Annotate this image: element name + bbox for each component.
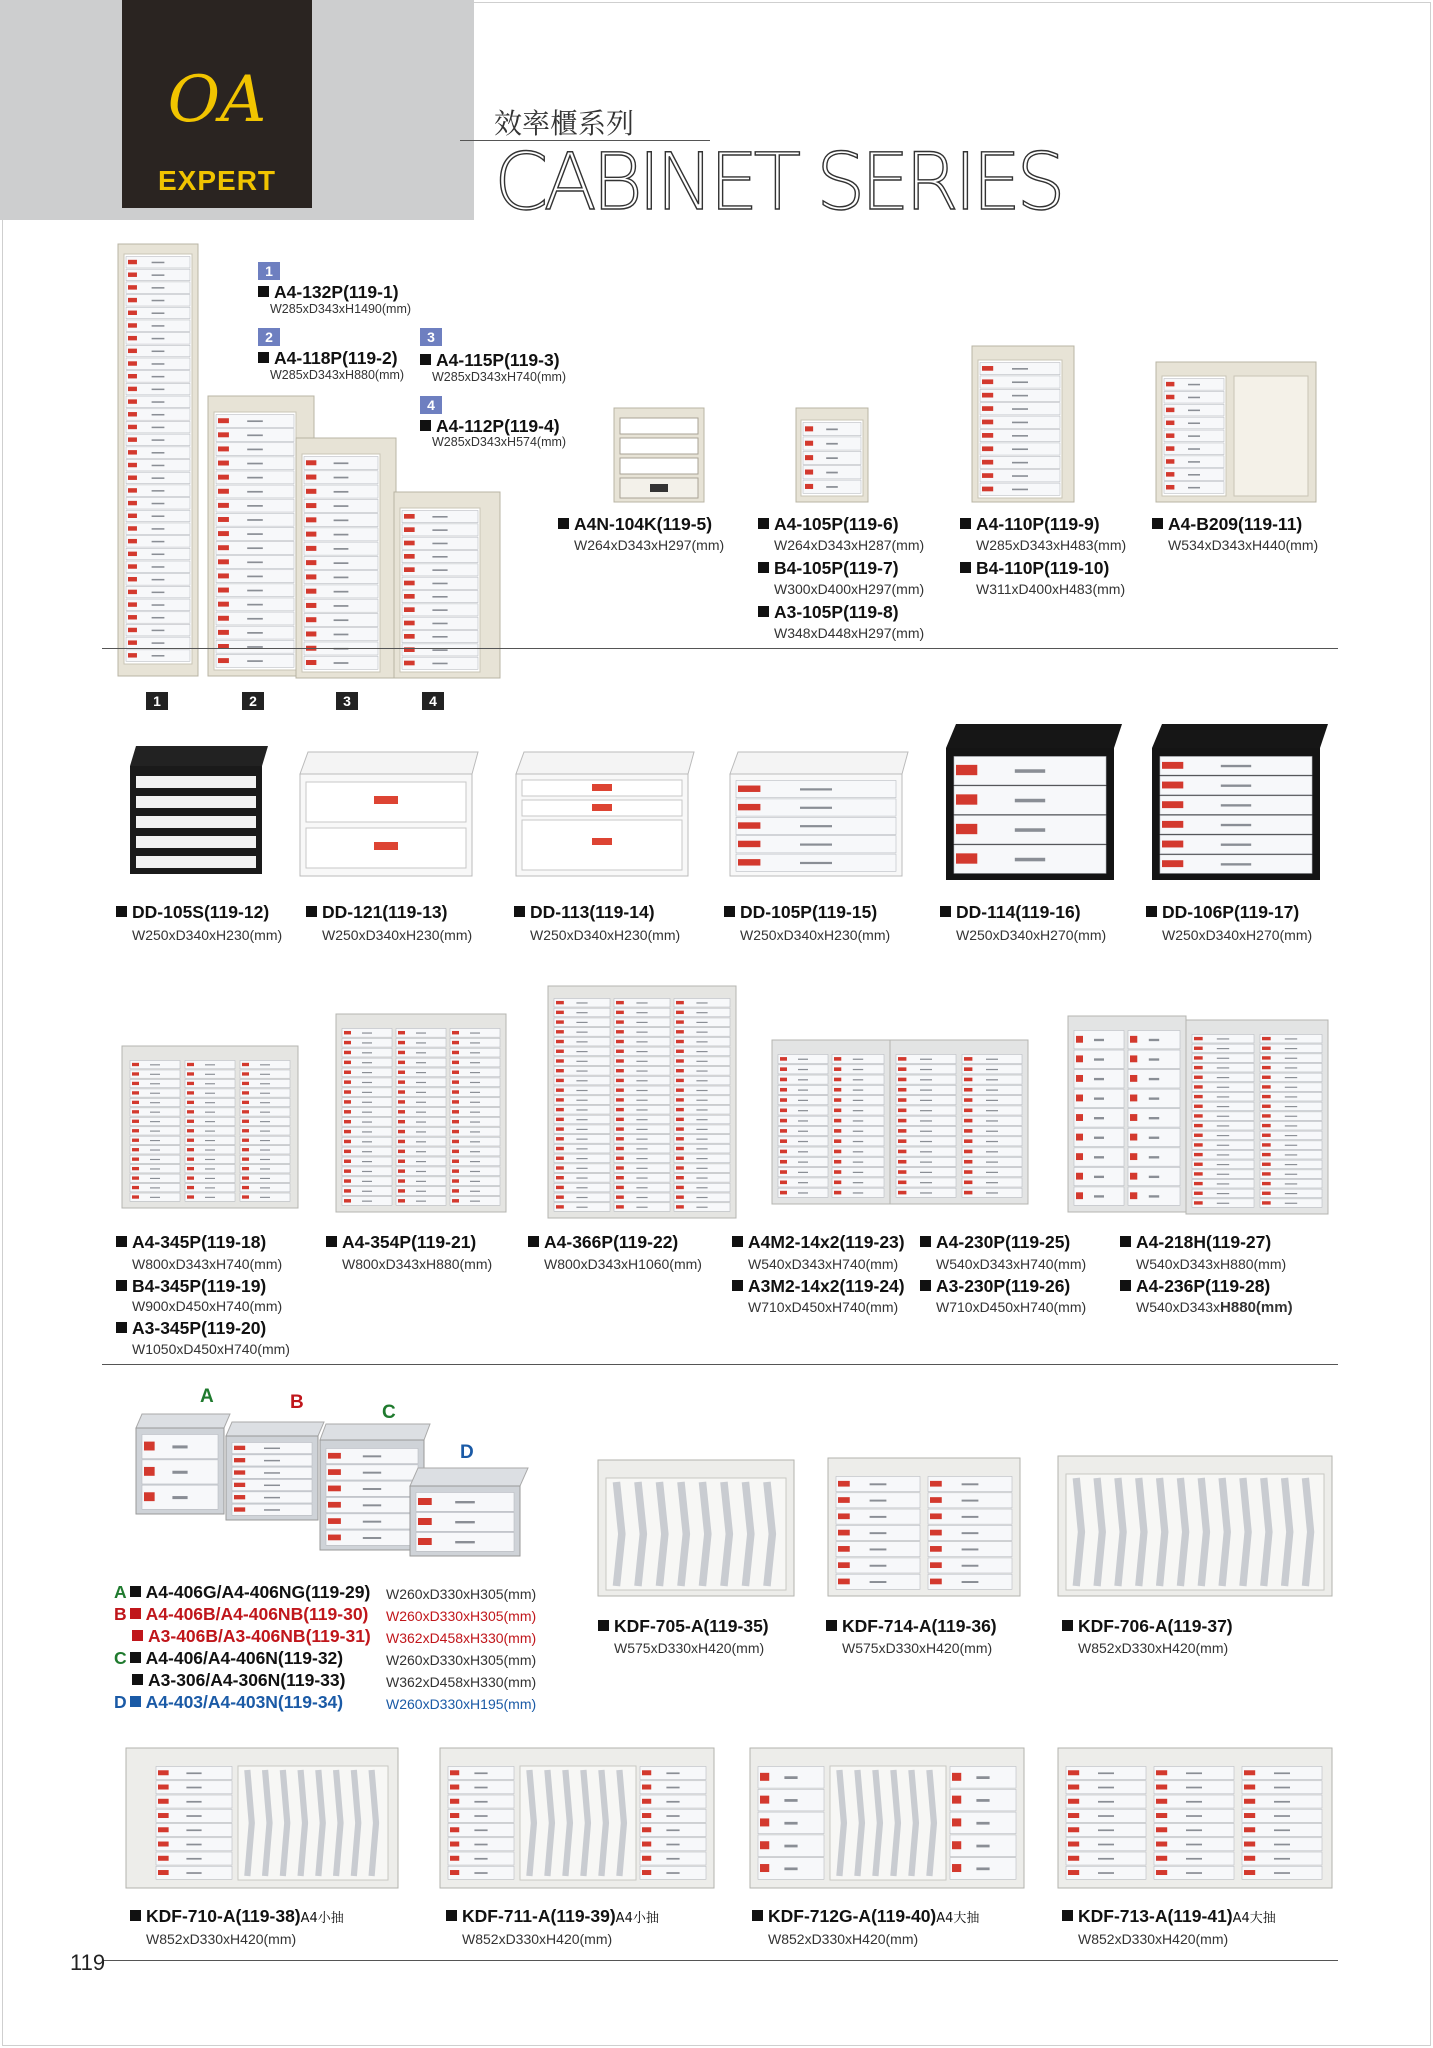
- model-a4-110p: [960, 516, 1100, 534]
- page-number: 119: [70, 1950, 106, 1975]
- letter-a: A: [200, 1386, 214, 1407]
- model-a4-112p-text: A4-112P(119-4): [436, 416, 560, 436]
- model-a4-132p: [258, 284, 399, 302]
- model-a4-118p-text: A4-118P(119-2): [274, 348, 398, 368]
- unit-dd-113-image: [512, 752, 694, 878]
- model-b4-345p: [116, 1278, 266, 1296]
- series-title-cn: 效率櫃系列: [494, 107, 635, 140]
- model-dd-113-text: DD-113(119-14): [530, 902, 655, 922]
- model-a4-354p: [326, 1234, 476, 1252]
- model-b4-110p-text: B4-110P(119-10): [976, 558, 1110, 578]
- dim-a3-105p: W348xD448xH297(mm): [774, 625, 925, 641]
- model-a4-406b-text: A4-406B/A4-406NB(119-30): [145, 1604, 369, 1624]
- model-a4-345p: [116, 1234, 266, 1252]
- model-a4-403-text: A4-403/A4-403N(119-34): [145, 1692, 344, 1712]
- model-a4-406g-text: A4-406G/A4-406NG(119-29): [145, 1582, 371, 1602]
- note-kdf-710-a: A4小抽: [300, 1911, 344, 1926]
- dim-b4-345p: W900xD450xH740(mm): [132, 1298, 283, 1314]
- dim-a3-345p: W1050xD450xH740(mm): [132, 1341, 290, 1357]
- dim-a4-110p: W285xD343xH483(mm): [976, 537, 1127, 553]
- bullet-square: [116, 1322, 127, 1333]
- organizer-kdf-714-a-image: [828, 1458, 1022, 1598]
- dim-a3-406b: W362xD458xH330(mm): [386, 1630, 537, 1646]
- model-dd-114-text: DD-114(119-16): [956, 902, 1081, 922]
- dim-kdf-706-a: W852xD330xH420(mm): [1078, 1640, 1229, 1656]
- bullet-square: [528, 1236, 539, 1247]
- dim-a4-218h: W540xD343xH880(mm): [1136, 1256, 1287, 1272]
- model-kdf-705-a: [598, 1618, 769, 1636]
- model-a4-218h-text: A4-218H(119-27): [1136, 1232, 1272, 1252]
- bullet-square: [116, 1236, 127, 1247]
- note-kdf-712g-a: A4大抽: [936, 1911, 980, 1926]
- cabinet-a4-115p-image: [296, 438, 398, 680]
- tag-2: 2: [258, 328, 280, 346]
- organizer-kdf-711-a-image: [440, 1748, 716, 1890]
- model-kdf-706-a: [1062, 1618, 1233, 1636]
- letter-c: C: [382, 1402, 396, 1423]
- unit-a4-406g-image: [134, 1414, 230, 1516]
- dim-kdf-705-a: W575xD330xH420(mm): [614, 1640, 765, 1656]
- legend-letter-a: A: [114, 1582, 127, 1602]
- model-kdf-706-a-text: KDF-706-A(119-37): [1078, 1616, 1233, 1636]
- model-dd-121-text: DD-121(119-13): [322, 902, 448, 922]
- bullet-square: [130, 1586, 141, 1597]
- bullet-square: [1062, 1620, 1073, 1631]
- dim-a4-406g: W260xD330xH305(mm): [386, 1586, 537, 1602]
- dim-a4-236p: [1136, 1300, 1293, 1315]
- dim-a4-345p: W800xD343xH740(mm): [132, 1256, 283, 1272]
- dim-kdf-714-a: W575xD330xH420(mm): [842, 1640, 993, 1656]
- model-a4-406-text: A4-406/A4-406N(119-32): [145, 1648, 344, 1668]
- cabinet-a4-218h-image: [1068, 1016, 1330, 1216]
- letter-d: D: [460, 1442, 474, 1463]
- oa-expert-logo: [122, 0, 312, 208]
- cabinet-a4n-104k-image: [614, 408, 706, 504]
- note-kdf-711-a: A4小抽: [615, 1911, 659, 1926]
- bullet-square: [514, 906, 525, 917]
- dim-a4-115p: W285xD343xH740(mm): [432, 370, 567, 384]
- dim-a4-236p-height: H880(mm): [1220, 1299, 1293, 1316]
- bullet-square: [826, 1620, 837, 1631]
- bullet-square: [920, 1236, 931, 1247]
- model-a4m2-14x2-text: A4M2-14x2(119-23): [748, 1232, 905, 1252]
- organizer-kdf-713-a-image: [1058, 1748, 1334, 1890]
- bullet-square: [1152, 518, 1163, 529]
- number-tag-4: 4: [422, 692, 444, 710]
- bullet-square: [420, 420, 431, 431]
- legend-row-b2: [132, 1628, 371, 1646]
- dim-a4-112p: W285xD343xH574(mm): [432, 435, 567, 449]
- legend-row-d: [114, 1694, 343, 1712]
- dim-a3m2-14x2: W710xD450xH740(mm): [748, 1299, 899, 1315]
- model-a4-236p: [1120, 1278, 1270, 1296]
- bullet-square: [132, 1630, 143, 1641]
- model-dd-106p: [1146, 904, 1299, 922]
- model-kdf-711-a-text: KDF-711-A(119-39): [462, 1906, 616, 1926]
- organizer-kdf-712g-a-image: [750, 1748, 1026, 1890]
- bullet-square: [1146, 906, 1157, 917]
- bullet-square: [116, 1280, 127, 1291]
- model-kdf-714-a: [826, 1618, 997, 1636]
- organizer-kdf-706-a-image: [1058, 1456, 1334, 1598]
- model-a3-345p-text: A3-345P(119-20): [132, 1318, 267, 1338]
- dim-a4-403: W260xD330xH195(mm): [386, 1696, 537, 1712]
- bullet-square: [960, 518, 971, 529]
- model-a4-218h: [1120, 1234, 1271, 1252]
- model-a4-115p: [420, 352, 560, 370]
- unit-dd-121-image: [296, 752, 478, 878]
- model-a4n-104k: [558, 516, 712, 534]
- organizer-kdf-705-a-image: [598, 1460, 796, 1598]
- model-dd-121: [306, 904, 447, 922]
- number-tag-1: 1: [146, 692, 168, 710]
- logo-expert-text: EXPERT: [157, 165, 277, 196]
- dim-kdf-710-a: W852xD330xH420(mm): [146, 1931, 297, 1947]
- tag-1: 1: [258, 262, 280, 280]
- bullet-square: [558, 518, 569, 529]
- model-a4-112p: [420, 418, 560, 436]
- bullet-square: [598, 1620, 609, 1631]
- legend-row-c2: [132, 1672, 345, 1690]
- model-a3-105p-text: A3-105P(119-8): [774, 602, 899, 622]
- model-a3-230p-text: A3-230P(119-26): [936, 1276, 1071, 1296]
- model-a3-230p: [920, 1278, 1070, 1296]
- tag-4: 4: [420, 396, 442, 414]
- model-a3-345p: [116, 1320, 266, 1338]
- series-title-en: CABINET SERIES: [494, 138, 1061, 228]
- letter-b: B: [290, 1392, 304, 1413]
- dim-dd-105p: W250xD340xH230(mm): [740, 927, 891, 943]
- bullet-square: [1120, 1236, 1131, 1247]
- dim-a3-230p: W710xD450xH740(mm): [936, 1299, 1087, 1315]
- dim-dd-121: W250xD340xH230(mm): [322, 927, 473, 943]
- bullet-square: [258, 286, 269, 297]
- cabinet-a4m2-14x2-image: [772, 1040, 1030, 1206]
- model-b4-105p-text: B4-105P(119-7): [774, 558, 899, 578]
- bullet-square: [758, 562, 769, 573]
- bullet-square: [130, 1910, 141, 1921]
- model-dd-113: [514, 904, 655, 922]
- cabinet-a4-132p-image: [118, 244, 200, 680]
- dim-a4m2-14x2: W540xD343xH740(mm): [748, 1256, 899, 1272]
- bullet-square: [130, 1608, 141, 1619]
- logo-oa-text: OA: [167, 63, 267, 137]
- cabinet-a4-345p-image: [122, 1046, 300, 1210]
- number-tag-2: 2: [242, 692, 264, 710]
- model-kdf-710-a-text: KDF-710-A(119-38): [146, 1906, 301, 1926]
- bullet-square: [258, 352, 269, 363]
- model-a4m2-14x2: [732, 1234, 905, 1252]
- model-a4-236p-text: A4-236P(119-28): [1136, 1276, 1271, 1296]
- bullet-square: [732, 1280, 743, 1291]
- bullet-square: [732, 1236, 743, 1247]
- dim-a4n-104k: W264xD343xH297(mm): [574, 537, 725, 553]
- model-kdf-711-a: [446, 1908, 659, 1926]
- dim-kdf-711-a: W852xD330xH420(mm): [462, 1931, 613, 1947]
- legend-letter-d: D: [114, 1692, 127, 1712]
- bullet-square: [130, 1696, 141, 1707]
- model-a4-115p-text: A4-115P(119-3): [436, 350, 560, 370]
- bullet-square: [132, 1674, 143, 1685]
- model-a4-230p-text: A4-230P(119-25): [936, 1232, 1071, 1252]
- bullet-square: [758, 518, 769, 529]
- model-a4-345p-text: A4-345P(119-18): [132, 1232, 267, 1252]
- unit-dd-105p-image: [726, 752, 908, 878]
- legend-row-b: [114, 1606, 368, 1624]
- model-a4-132p-text: A4-132P(119-1): [274, 282, 399, 302]
- bullet-square: [724, 906, 735, 917]
- model-kdf-712g-a: [752, 1908, 979, 1926]
- unit-dd-114-image: [942, 724, 1122, 882]
- dim-a4-406b: W260xD330xH305(mm): [386, 1608, 537, 1624]
- cabinet-a4-105p-image: [796, 408, 870, 504]
- organizer-kdf-710-a-image: [126, 1748, 400, 1890]
- model-a4-230p: [920, 1234, 1070, 1252]
- model-a4-110p-text: A4-110P(119-9): [976, 514, 1100, 534]
- model-a4-105p: [758, 516, 899, 534]
- model-a3-406b-text: A3-406B/A3-406NB(119-31): [148, 1626, 371, 1646]
- model-b4-110p: [960, 560, 1109, 578]
- model-a4-366p: [528, 1234, 678, 1252]
- model-a4-354p-text: A4-354P(119-21): [342, 1232, 477, 1252]
- unit-a4-403-image: [408, 1468, 528, 1558]
- model-a4-366p-text: A4-366P(119-22): [544, 1232, 679, 1252]
- bullet-square: [130, 1652, 141, 1663]
- dim-dd-105s: W250xD340xH230(mm): [132, 927, 283, 943]
- legend-row-a: [114, 1584, 370, 1602]
- bullet-square: [960, 562, 971, 573]
- model-a4-b209-text: A4-B209(119-11): [1168, 514, 1303, 534]
- model-dd-105p-text: DD-105P(119-15): [740, 902, 878, 922]
- model-kdf-705-a-text: KDF-705-A(119-35): [614, 1616, 769, 1636]
- section-divider-3: [102, 1960, 1338, 1961]
- bullet-square: [420, 354, 431, 365]
- model-dd-106p-text: DD-106P(119-17): [1162, 902, 1300, 922]
- dim-a4-366p: W800xD343xH1060(mm): [544, 1256, 702, 1272]
- dim-b4-105p: W300xD400xH297(mm): [774, 581, 925, 597]
- model-kdf-713-a: [1062, 1908, 1276, 1926]
- dim-dd-113: W250xD340xH230(mm): [530, 927, 681, 943]
- bullet-square: [326, 1236, 337, 1247]
- bullet-square: [446, 1910, 457, 1921]
- cabinet-a4-112p-image: [394, 492, 502, 682]
- dim-a4-354p: W800xD343xH880(mm): [342, 1256, 493, 1272]
- cabinet-a4-354p-image: [336, 1014, 508, 1214]
- dim-a4-236p-prefix: W540xD343x: [1136, 1299, 1221, 1315]
- model-b4-345p-text: B4-345P(119-19): [132, 1276, 267, 1296]
- model-a4-118p: [258, 350, 398, 368]
- model-dd-105p: [724, 904, 877, 922]
- dim-a4-b209: W534xD343xH440(mm): [1168, 537, 1319, 553]
- model-a4-105p-text: A4-105P(119-6): [774, 514, 899, 534]
- unit-a4-406b-image: [224, 1422, 324, 1522]
- bullet-square: [1062, 1910, 1073, 1921]
- dim-b4-110p: W311xD400xH483(mm): [976, 581, 1126, 597]
- legend-letter-c: C: [114, 1648, 127, 1668]
- note-kdf-713-a: A4大抽: [1232, 1911, 1276, 1926]
- section-divider-2: [102, 1364, 1338, 1365]
- model-b4-105p: [758, 560, 899, 578]
- bullet-square: [1120, 1280, 1131, 1291]
- cabinet-a4-110p-image: [972, 346, 1076, 504]
- bullet-square: [758, 606, 769, 617]
- dim-kdf-713-a: W852xD330xH420(mm): [1078, 1931, 1229, 1947]
- unit-dd-105s-image: [126, 746, 268, 876]
- bullet-square: [920, 1280, 931, 1291]
- dim-a4-230p: W540xD343xH740(mm): [936, 1256, 1087, 1272]
- model-dd-114: [940, 904, 1081, 922]
- dim-dd-114: W250xD340xH270(mm): [956, 927, 1107, 943]
- dim-a3-306: W362xD458xH330(mm): [386, 1674, 537, 1690]
- model-kdf-714-a-text: KDF-714-A(119-36): [842, 1616, 997, 1636]
- dim-kdf-712g-a: W852xD330xH420(mm): [768, 1931, 919, 1947]
- tag-3: 3: [420, 328, 442, 346]
- cabinet-a4-366p-image: [548, 986, 738, 1220]
- bullet-square: [116, 906, 127, 917]
- section-divider-1: [102, 648, 1338, 649]
- dim-a4-105p: W264xD343xH287(mm): [774, 537, 925, 553]
- dim-a4-118p: W285xD343xH880(mm): [270, 368, 405, 382]
- model-dd-105s: [116, 904, 269, 922]
- model-a3m2-14x2-text: A3M2-14x2(119-24): [748, 1276, 905, 1296]
- number-tag-3: 3: [336, 692, 358, 710]
- model-kdf-713-a-text: KDF-713-A(119-41): [1078, 1906, 1233, 1926]
- model-kdf-710-a: [130, 1908, 344, 1926]
- model-a3-105p: [758, 604, 899, 622]
- legend-letter-b: B: [114, 1604, 127, 1624]
- unit-dd-106p-image: [1148, 724, 1328, 882]
- model-kdf-712g-a-text: KDF-712G-A(119-40): [768, 1906, 937, 1926]
- bullet-square: [306, 906, 317, 917]
- model-a3m2-14x2: [732, 1278, 905, 1296]
- bullet-square: [940, 906, 951, 917]
- dim-a4-132p: W285xD343xH1490(mm): [270, 302, 412, 316]
- model-dd-105s-text: DD-105S(119-12): [132, 902, 270, 922]
- legend-row-c: [114, 1650, 343, 1668]
- cabinet-a4-b209-image: [1156, 362, 1318, 504]
- dim-a4-406: W260xD330xH305(mm): [386, 1652, 537, 1668]
- model-a4n-104k-text: A4N-104K(119-5): [574, 514, 713, 534]
- dim-dd-106p: W250xD340xH270(mm): [1162, 927, 1313, 943]
- model-a4-b209: [1152, 516, 1302, 534]
- model-a3-306-text: A3-306/A4-306N(119-33): [148, 1670, 346, 1690]
- bullet-square: [752, 1910, 763, 1921]
